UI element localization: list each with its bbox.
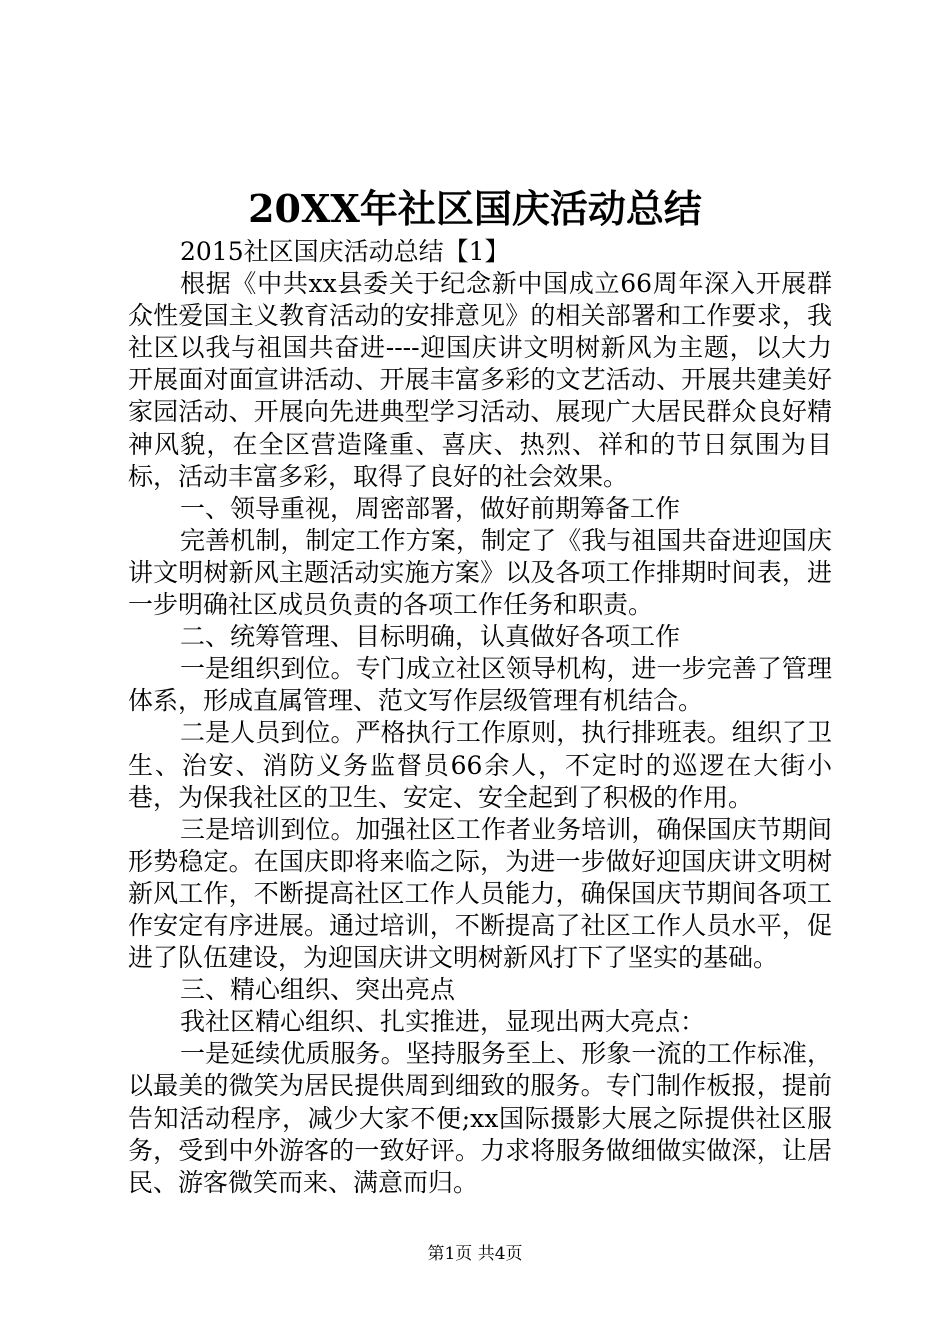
body-paragraph: 二是人员到位。严格执行工作原则，执行排班表。组织了卫生、治安、消防义务监督员66余人，不定时的巡逻在大街小巷，为保我社区的卫生、安定、安全起到了积极的作用。 <box>128 718 832 812</box>
body-paragraph: 一是延续优质服务。坚持服务至上、形象一流的工作标准，以最美的微笑为居民提供周到细致的服务。专门制作板报，提前告知活动程序，减少大家不便;xx国际摄影大展之际提供社区服务，受到中外游客的一致好评。力求将服务做细做实做深，让居民、游客微笑而来、满意而归。 <box>128 1039 832 1197</box>
document-body <box>128 236 832 1199</box>
section-heading: 一、领导重视，周密部署，做好前期筹备工作 <box>180 493 681 523</box>
body-paragraph: 根据《中共xx县委关于纪念新中国成立66周年深入开展群众性爱国主义教育活动的安排意见》的相关部署和工作要求，我社区以我与祖国共奋进----迎国庆讲文明树新风为主题，以大力开展面对面宣讲活动、开展丰富多彩的文艺活动、开展共建美好家园活动、开展向先进典型学习活动、展现广大居民群众良好精神风貌，在全区营造隆重、喜庆、热烈、祥和的节日氛围为目标，活动丰富多彩，取得了良好的社会效果。 <box>128 269 832 491</box>
document-title: 20XX年社区国庆活动总结 <box>248 186 702 231</box>
section-heading: 三、精心组织、突出亮点 <box>180 975 456 1005</box>
page-number-footer: 第1页 共4页 <box>427 1244 523 1264</box>
section-heading: 二、统筹管理、目标明确，认真做好各项工作 <box>180 622 681 652</box>
body-paragraph: 一是组织到位。专门成立社区领导机构，进一步完善了管理体系，形成直属管理、范文写作层级管理有机结合。 <box>128 654 832 716</box>
body-paragraph: 完善机制，制定工作方案，制定了《我与祖国共奋进迎国庆讲文明树新风主题活动实施方案》以及各项工作排期时间表，进一步明确社区成员负责的各项工作任务和职责。 <box>128 525 832 620</box>
body-paragraph: 我社区精心组织、扎实推进，显现出两大亮点： <box>180 1007 706 1037</box>
body-paragraph: 三是培训到位。加强社区工作者业务培训，确保国庆节期间形势稳定。在国庆即将来临之际，为进一步做好迎国庆讲文明树新风工作，不断提高社区工作人员能力，确保国庆节期间各项工作安定有序进展。通过培训，不断提高了社区工作人员水平，促进了队伍建设，为迎国庆讲文明树新风打下了坚实的基础。 <box>128 814 832 973</box>
subtitle-paragraph: 2015社区国庆活动总结【1】 <box>180 237 510 266</box>
